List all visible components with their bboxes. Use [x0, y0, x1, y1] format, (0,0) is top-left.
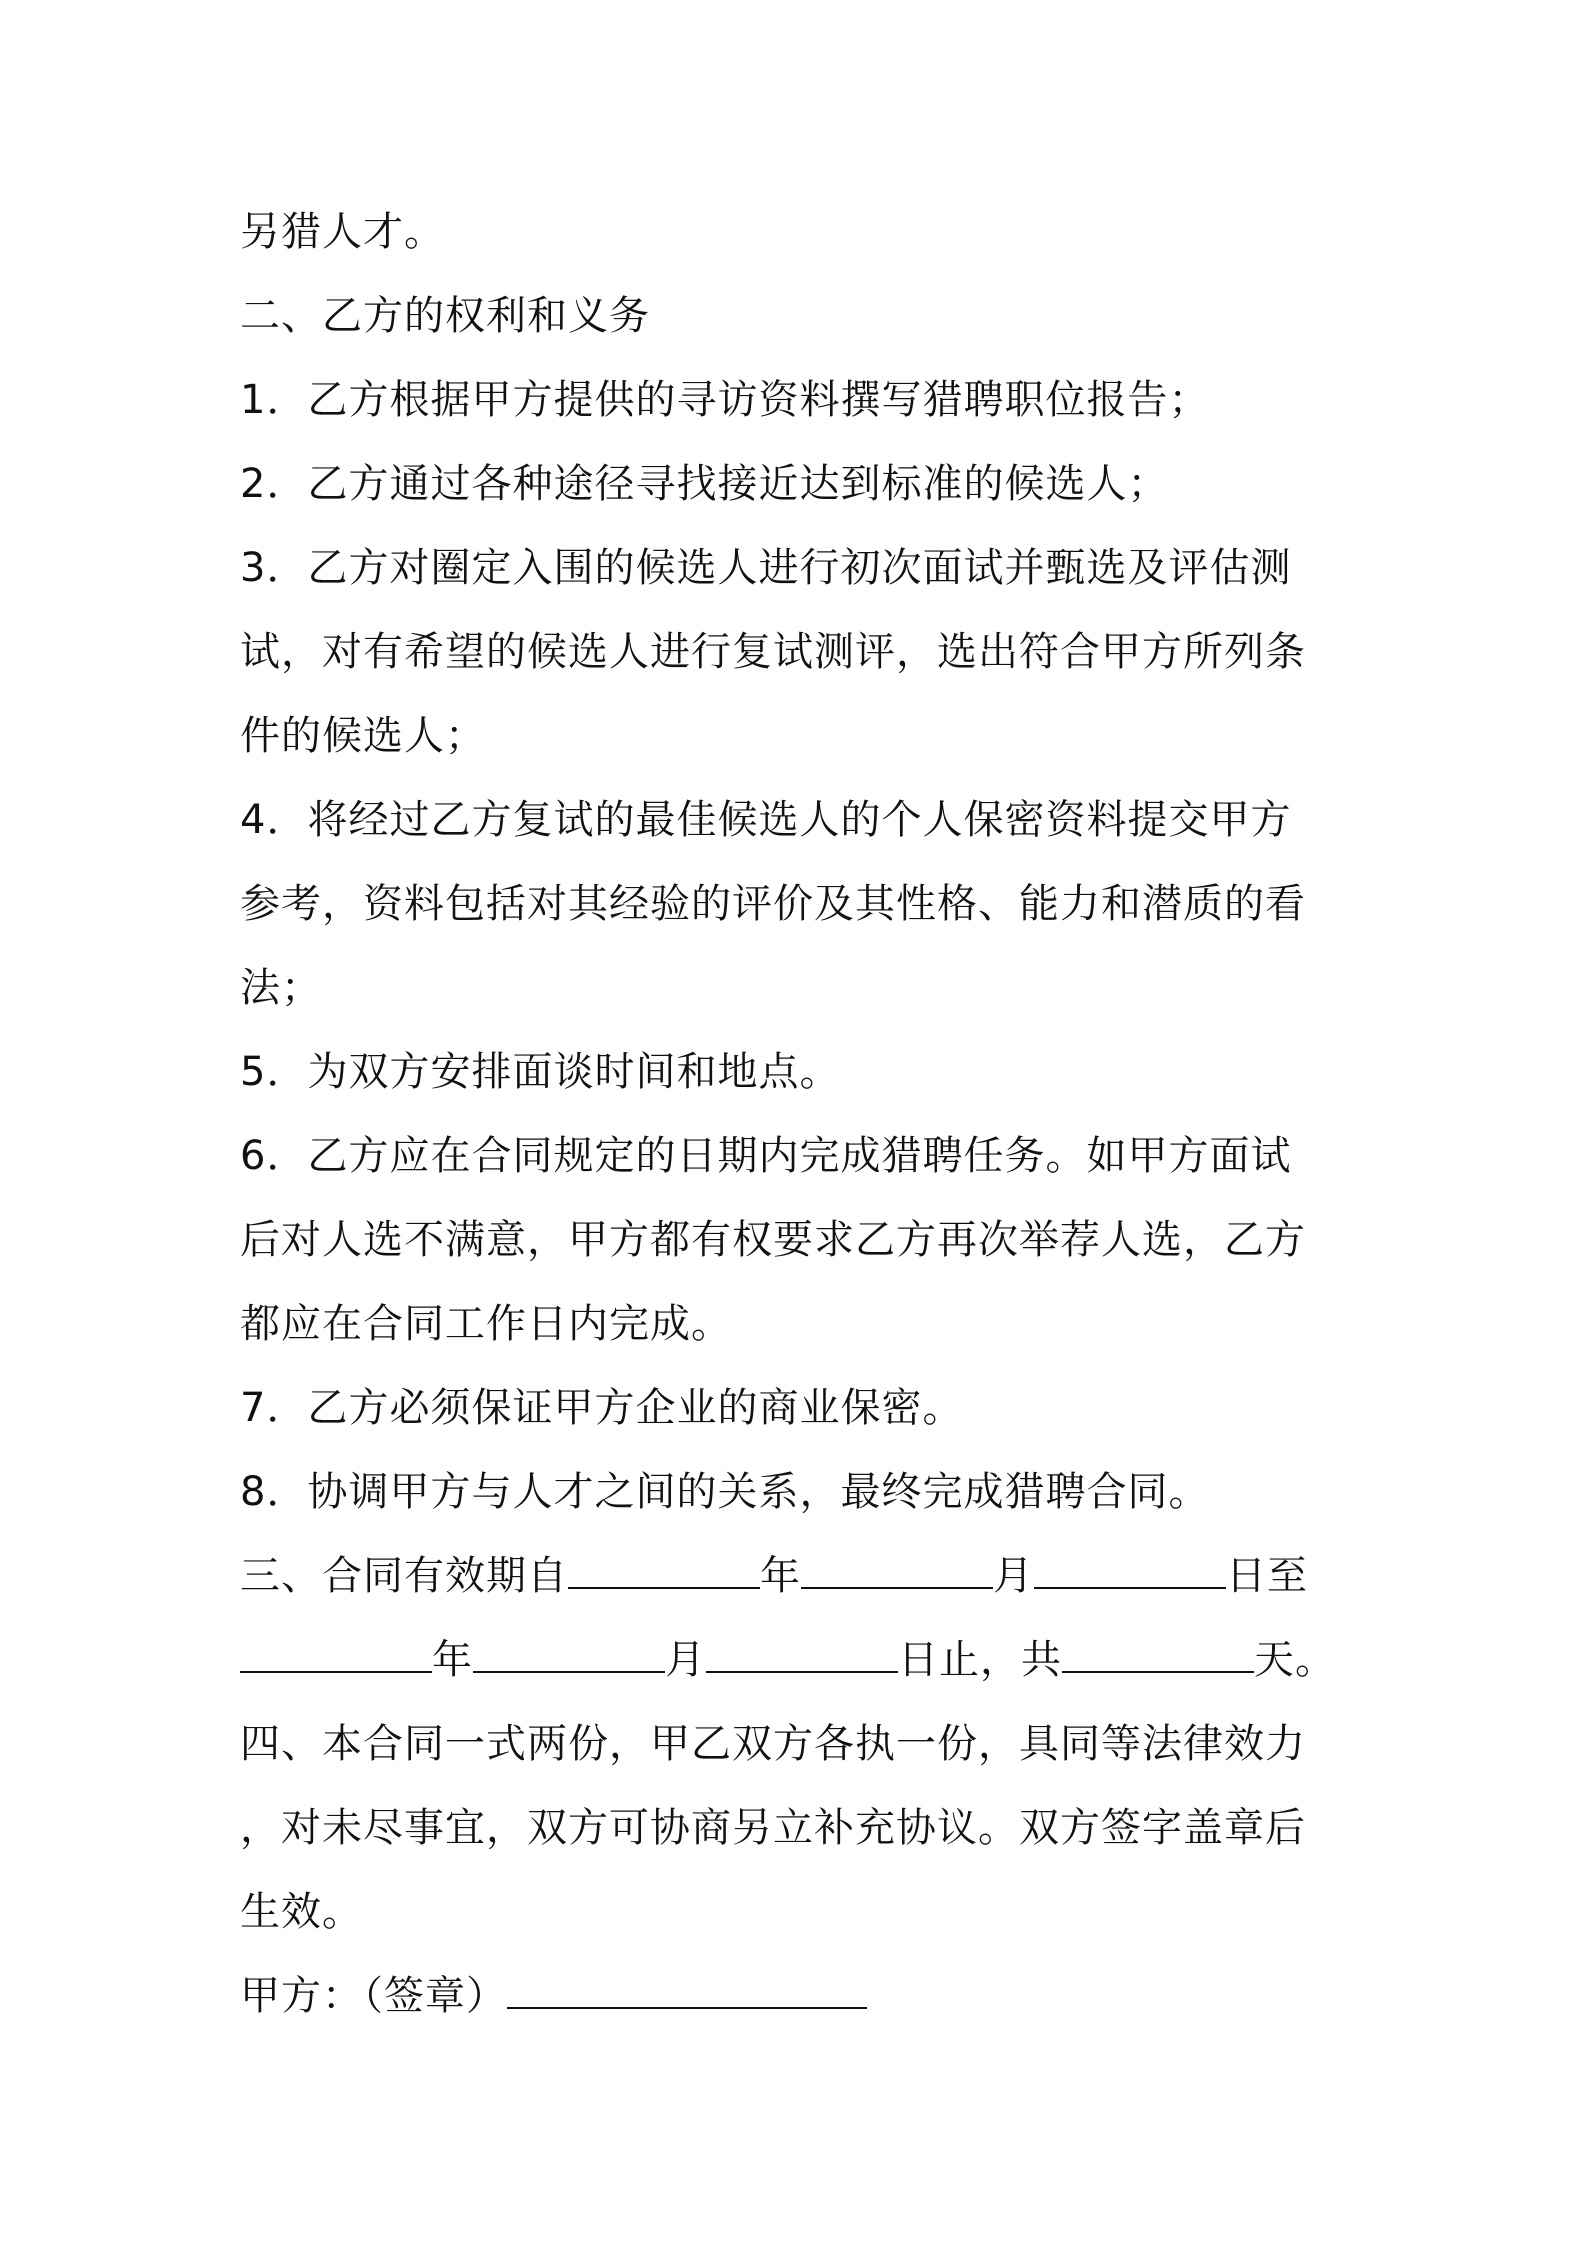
start-month-blank — [801, 1543, 993, 1589]
validity-line-1 — [240, 1534, 1360, 1618]
total-days-label: 天。 — [1254, 1637, 1336, 1683]
start-month-label: 月 — [993, 1553, 1034, 1599]
text-line-15: 7．乙方必须保证甲方企业的商业保密。 — [240, 1385, 964, 1431]
text-line-10: 法； — [240, 965, 322, 1011]
signature-label: 甲方：（签章） — [240, 1973, 507, 2019]
text-line-14: 都应在合同工作日内完成。 — [240, 1301, 732, 1347]
text-line-11: 5．为双方安排面谈时间和地点。 — [240, 1049, 841, 1095]
text-line-13: 后对人选不满意，甲方都有权要求乙方再次举荐人选，乙方 — [240, 1217, 1306, 1263]
end-month-label: 月 — [665, 1637, 706, 1683]
start-year-label: 年 — [760, 1553, 801, 1599]
text-line-16: 8．协调甲方与人才之间的关系，最终完成猎聘合同。 — [240, 1469, 1210, 1515]
end-month-blank — [473, 1627, 665, 1673]
text-line-4: 2．乙方通过各种途径寻找接近达到标准的候选人； — [240, 461, 1169, 507]
signature-blank — [507, 1963, 867, 2009]
text-line-3: 1．乙方根据甲方提供的寻访资料撰写猎聘职位报告； — [240, 377, 1210, 423]
closing-line-2: ，对未尽事宜，双方可协商另立补充协议。双方签字盖章后 — [240, 1805, 1306, 1851]
section-heading-2: 二、乙方的权利和义务 — [240, 293, 650, 339]
validity-prefix: 三、合同有效期自 — [240, 1553, 568, 1599]
text-line-5: 3．乙方对圈定入围的候选人进行初次面试并甄选及评估测 — [240, 545, 1292, 591]
end-day-blank — [706, 1627, 898, 1673]
text-line-8: 4．将经过乙方复试的最佳候选人的个人保密资料提交甲方 — [240, 797, 1292, 843]
end-year-blank — [240, 1627, 432, 1673]
text-line-6: 试，对有希望的候选人进行复试测评，选出符合甲方所列条 — [240, 629, 1306, 675]
text-line-9: 参考，资料包括对其经验的评价及其性格、能力和潜质的看 — [240, 881, 1306, 927]
end-year-label: 年 — [432, 1637, 473, 1683]
start-day-blank — [1034, 1543, 1226, 1589]
start-year-blank — [568, 1543, 760, 1589]
text-line-7: 件的候选人； — [240, 713, 486, 759]
closing-line-1: 四、本合同一式两份，甲乙双方各执一份，具同等法律效力 — [240, 1721, 1306, 1767]
end-day-label: 日止，共 — [898, 1637, 1062, 1683]
text-line-1: 另猎人才。 — [240, 209, 445, 255]
document-body — [240, 190, 1360, 2038]
closing-line-3: 生效。 — [240, 1889, 363, 1935]
signature-line — [240, 1954, 1360, 2038]
validity-line-2 — [240, 1618, 1360, 1702]
text-line-12: 6．乙方应在合同规定的日期内完成猎聘任务。如甲方面试 — [240, 1133, 1292, 1179]
total-days-blank — [1062, 1627, 1254, 1673]
start-day-label: 日至 — [1226, 1553, 1308, 1599]
